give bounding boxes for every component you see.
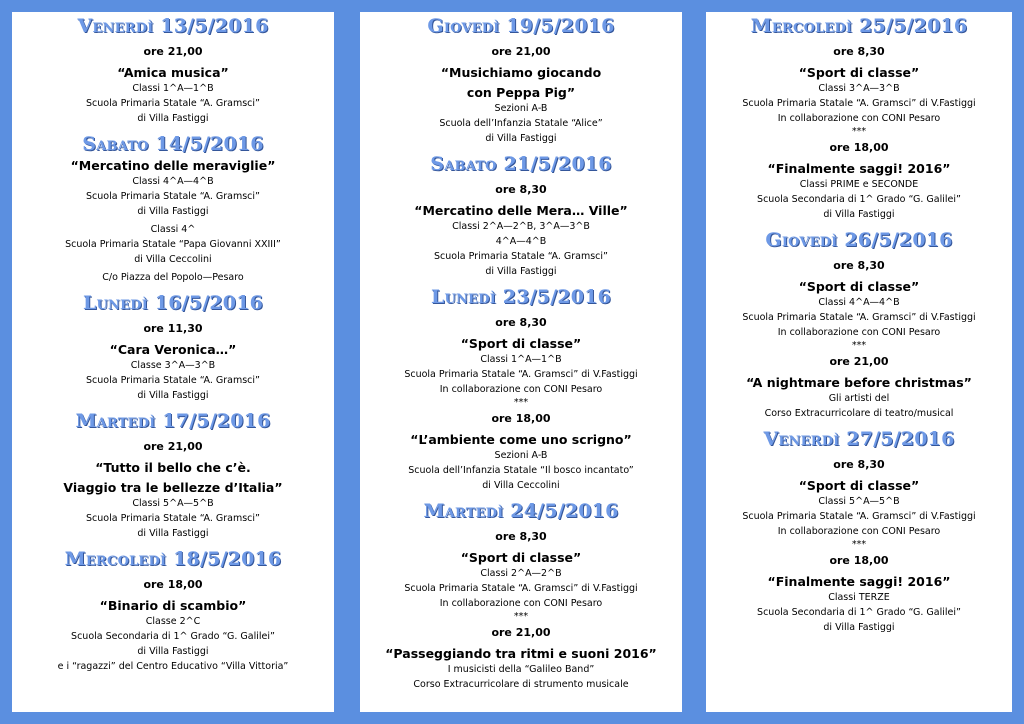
event-detail-line: Classe 3^A—3^B [130, 360, 216, 371]
event-detail-line: Classi 4^A—4^B [132, 176, 214, 187]
event-block [706, 228, 1012, 421]
event-time: ore 8,30 [833, 259, 885, 272]
event-block [360, 285, 682, 493]
event-block [706, 427, 1012, 635]
event-detail-line: Classi 3^A—3^B [818, 83, 900, 94]
event-detail-line: di Villa Ceccolini [482, 480, 560, 491]
event-detail-line: di Villa Ceccolini [134, 254, 212, 265]
event-date-heading: Giovedì 19/5/2016 [427, 15, 615, 37]
event-detail-line: Classi 1^A—1^B [480, 354, 562, 365]
event-time: ore 8,30 [495, 316, 547, 329]
event-detail-line: di Villa Fastiggi [137, 390, 209, 401]
event-detail-line: Classi TERZE [828, 592, 890, 603]
event-title: “Mercatino delle Mera… Ville” [414, 203, 628, 218]
event-detail-line: In collaborazione con CONI Pesaro [777, 113, 941, 124]
event-detail-line: Classe 2^C [145, 616, 201, 627]
event-time: ore 18,00 [829, 141, 889, 154]
event-detail-line: Scuola Primaria Statale “A. Gramsci” [86, 375, 260, 386]
separator-stars: *** [851, 340, 867, 351]
event-detail-line: Classi 4^ [150, 224, 196, 235]
separator-stars: *** [513, 397, 529, 408]
event-date-heading: Mercoledì 25/5/2016 [750, 15, 968, 37]
event-title: “Passeggiando tra ritmi e suoni 2016” [385, 646, 657, 661]
event-block [360, 499, 682, 692]
event-date-heading: Lunedì 23/5/2016 [430, 286, 612, 308]
event-title: “Musichiamo giocando [440, 65, 602, 80]
event-date-heading: Mercoledì 18/5/2016 [64, 548, 282, 570]
event-block [360, 152, 682, 279]
event-block [12, 291, 334, 403]
event-detail-line: Scuola Secondaria di 1^ Grado “G. Galilei” [757, 194, 961, 205]
event-detail-line: Scuola Primaria Statale “A. Gramsci” di V.Fastiggi [404, 369, 638, 380]
event-time: ore 21,00 [143, 45, 203, 58]
event-time: ore 18,00 [829, 554, 889, 567]
event-title: “Amica musica” [117, 65, 229, 80]
event-detail-line: Classi PRIME e SECONDE [799, 179, 919, 190]
event-title: “Binario di scambio” [99, 598, 247, 613]
event-detail-line: Classi 5^A—5^B [132, 498, 214, 509]
event-detail-line: di Villa Fastiggi [485, 266, 557, 277]
separator-stars: *** [851, 126, 867, 137]
event-time: ore 8,30 [495, 530, 547, 543]
event-date-heading: Sabato 14/5/2016 [82, 133, 264, 155]
event-detail-line: Gli artisti del [828, 393, 890, 404]
event-detail-line: In collaborazione con CONI Pesaro [439, 598, 603, 609]
event-detail-line: di Villa Fastiggi [137, 528, 209, 539]
event-detail-line: di Villa Fastiggi [823, 209, 895, 220]
event-title: “Mercatino delle meraviglie” [70, 158, 276, 173]
event-title: “Sport di classe” [798, 65, 920, 80]
event-title: “Sport di classe” [798, 279, 920, 294]
event-detail-line: di Villa Fastiggi [823, 622, 895, 633]
event-title: “Tutto il bello che c’è. [95, 460, 251, 475]
event-detail-line: Classi 4^A—4^B [818, 297, 900, 308]
event-detail-line: Sezioni A-B [494, 103, 548, 114]
event-detail-line: Scuola Primaria Statale “A. Gramsci” di V.Fastiggi [742, 98, 976, 109]
event-detail-line: Scuola Secondaria di 1^ Grado “G. Galilei” [71, 631, 275, 642]
event-date-heading: Venerdì 27/5/2016 [763, 428, 955, 450]
event-detail-line: Scuola dell’Infanzia Statale “Alice” [439, 118, 603, 129]
event-title: “Sport di classe” [460, 550, 582, 565]
event-title: “Sport di classe” [798, 478, 920, 493]
event-detail-line: Corso Extracurricolare di strumento musicale [413, 679, 629, 690]
event-time: ore 18,00 [491, 412, 551, 425]
event-detail-line: Scuola Primaria Statale “A. Gramsci” [86, 191, 260, 202]
event-date-heading: Sabato 21/5/2016 [430, 153, 612, 175]
separator-stars: *** [851, 539, 867, 550]
event-detail-line: Scuola Primaria Statale “A. Gramsci” di V.Fastiggi [404, 583, 638, 594]
event-detail-line: di Villa Fastiggi [485, 133, 557, 144]
event-detail-line: In collaborazione con CONI Pesaro [777, 327, 941, 338]
event-time: ore 11,30 [143, 322, 203, 335]
event-detail-line: Scuola Secondaria di 1^ Grado “G. Galilei” [757, 607, 961, 618]
event-time: ore 8,30 [833, 45, 885, 58]
event-detail-line: Corso Extracurricolare di teatro/musical [764, 408, 954, 419]
event-detail-line: Scuola Primaria Statale “A. Gramsci” [86, 513, 260, 524]
event-time: ore 21,00 [491, 626, 551, 639]
event-detail-line: di Villa Fastiggi [137, 646, 209, 657]
event-detail-line: Scuola Primaria Statale “A. Gramsci” di V.Fastiggi [742, 511, 976, 522]
panel-right [706, 12, 1012, 712]
event-block [12, 14, 334, 126]
event-block [12, 132, 334, 285]
panel-center [360, 12, 682, 712]
event-detail-line: Classi 1^A—1^B [132, 83, 214, 94]
event-block [706, 14, 1012, 222]
event-title: “Sport di classe” [460, 336, 582, 351]
event-date-heading: Lunedì 16/5/2016 [82, 292, 264, 314]
event-detail-line: e i “ragazzi” del Centro Educativo “Villa Vittoria” [57, 661, 289, 672]
event-detail-line: Scuola Primaria Statale “A. Gramsci” di V.Fastiggi [742, 312, 976, 323]
event-time: ore 21,00 [491, 45, 551, 58]
event-date-heading: Venerdì 13/5/2016 [77, 15, 269, 37]
event-detail-line: In collaborazione con CONI Pesaro [439, 384, 603, 395]
event-detail-line: di Villa Fastiggi [137, 206, 209, 217]
event-detail-line: Scuola dell’Infanzia Statale “Il bosco incantato” [408, 465, 634, 476]
event-title: “L’ambiente come uno scrigno” [410, 432, 632, 447]
event-detail-line: Scuola Primaria Statale “A. Gramsci” [86, 98, 260, 109]
event-detail-line: Classi 5^A—5^B [818, 496, 900, 507]
event-detail-line: I musicisti della “Galileo Band” [447, 664, 595, 675]
event-title: “Cara Veronica…” [109, 342, 237, 357]
event-block [360, 14, 682, 146]
event-time: ore 21,00 [143, 440, 203, 453]
event-time: ore 18,00 [143, 578, 203, 591]
event-date-heading: Giovedì 26/5/2016 [765, 229, 953, 251]
event-detail-line: Scuola Primaria Statale “A. Gramsci” [434, 251, 608, 262]
event-detail-line: C/o Piazza del Popolo—Pesaro [102, 272, 244, 283]
event-title: “Finalmente saggi! 2016” [767, 574, 951, 589]
event-detail-line: In collaborazione con CONI Pesaro [777, 526, 941, 537]
event-title: Viaggio tra le bellezze d’Italia” [63, 480, 283, 495]
event-detail-line: Scuola Primaria Statale “Papa Giovanni XXIII” [65, 239, 281, 250]
event-time: ore 8,30 [495, 183, 547, 196]
event-title: “A nightmare before christmas” [746, 375, 972, 390]
event-time: ore 8,30 [833, 458, 885, 471]
event-detail-line: 4^A—4^B [495, 236, 547, 247]
event-block [12, 409, 334, 541]
event-title: “Finalmente saggi! 2016” [767, 161, 951, 176]
event-date-heading: Martedì 17/5/2016 [75, 410, 271, 432]
event-date-heading: Martedì 24/5/2016 [423, 500, 619, 522]
event-detail-line: Sezioni A-B [494, 450, 548, 461]
event-detail-line: di Villa Fastiggi [137, 113, 209, 124]
event-title: con Peppa Pig” [466, 85, 576, 100]
separator-stars: *** [513, 611, 529, 622]
event-block [12, 547, 334, 674]
event-detail-line: Classi 2^A—2^B, 3^A—3^B [452, 221, 590, 232]
event-detail-line: Classi 2^A—2^B [480, 568, 562, 579]
panel-left [12, 12, 334, 712]
event-time: ore 21,00 [829, 355, 889, 368]
